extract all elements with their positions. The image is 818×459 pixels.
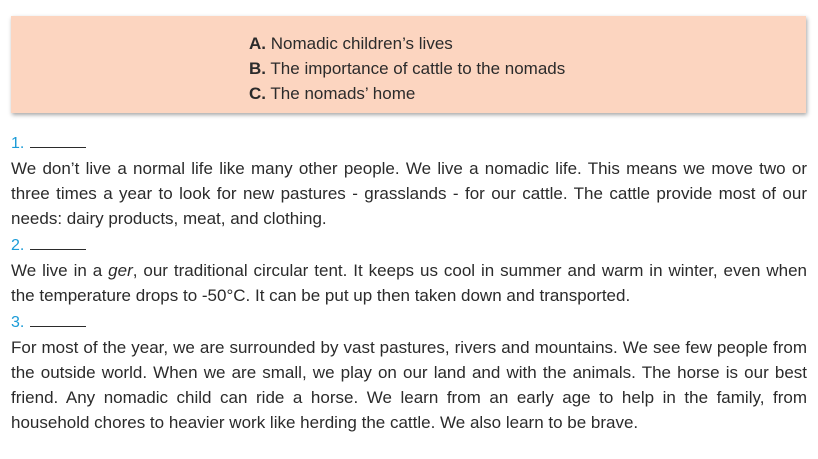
section-paragraph <box>11 258 807 308</box>
section-number: 1. <box>11 135 25 152</box>
section-number-line <box>11 310 807 335</box>
option-letter: A. <box>249 34 266 53</box>
answer-blank[interactable] <box>30 235 86 250</box>
section-paragraph: We don’t live a normal life like many other people. We live a nomadic life. This means we move two or three times a year to look for new pastures - grasslands - for our cattle. The cattle provide most of our needs: dairy products, meat, and clothing. <box>11 159 807 228</box>
answer-blank[interactable] <box>30 312 86 327</box>
section-number-line <box>11 233 807 258</box>
paragraphs <box>11 131 807 437</box>
options-box <box>11 16 806 113</box>
section-1 <box>11 131 807 231</box>
option-letter: B. <box>249 59 266 78</box>
paragraph-text: We live in a <box>11 261 109 280</box>
option-text: The importance of cattle to the nomads <box>270 59 566 78</box>
section-number-line <box>11 131 807 156</box>
section-3 <box>11 310 807 435</box>
option-c <box>249 81 806 106</box>
section-paragraph: For most of the year, we are surrounded by vast pastures, rivers and mountains. We see few people from the outside world. When we are small, we play on our land and with the animals. The horse is our best friend. Any nomadic child can ride a horse. We learn from an early age to help in the family, from household chores to heavier work like herding the cattle. We also learn to be brave. <box>11 338 807 432</box>
paragraph-italic-word: ger <box>108 261 133 280</box>
answer-blank[interactable] <box>30 133 86 148</box>
section-2 <box>11 233 807 308</box>
section-number: 2. <box>11 237 25 254</box>
paragraph-text: , our traditional circular tent. It keeps us cool in summer and warm in winter, even when the temperature drops to -50°C. It can be put up then taken down and transported. <box>11 261 807 305</box>
option-a <box>249 31 806 56</box>
option-b <box>249 56 806 81</box>
section-number: 3. <box>11 314 25 331</box>
option-letter: C. <box>249 84 266 103</box>
option-text: The nomads’ home <box>270 84 416 103</box>
option-text: Nomadic children’s lives <box>270 34 453 53</box>
